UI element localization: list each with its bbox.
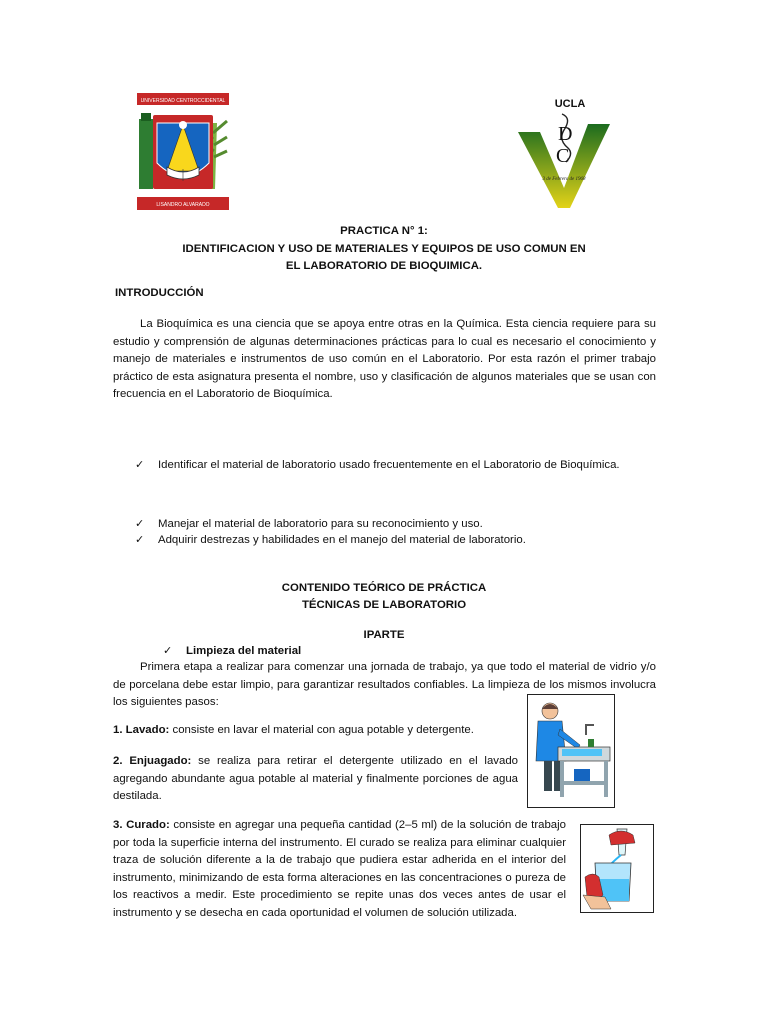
intro-paragraph: La Bioquímica es una ciencia que se apoya entre otras en la Química. Esta ciencia requiere para su estudio y comprensión de algunas determinaciones prácticas para lo cual es necesario el conocimiento y manejo de materiales e instrumentos de uso común en el Laboratorio. Por esta razón el primer trabajo práctico de esta asignatura presenta el nombre, uso y clasificación de algunos materiales que se usan con frecuencia en el Laboratorio de Bioquímica. <box>113 318 656 400</box>
objective-text: Manejar el material de laboratorio para su reconocimiento y uso. <box>158 518 483 530</box>
svg-text:D: D <box>558 123 573 145</box>
checkmark-icon: ✓ <box>135 518 145 530</box>
washing-illustration <box>527 694 615 808</box>
pouring-illustration <box>580 824 654 913</box>
intro-heading: INTRODUCCIÓN <box>115 287 204 299</box>
ucla-title: UCLA <box>554 98 586 110</box>
step-text: consiste en lavar el material con agua potable y detergente. <box>169 724 474 736</box>
ucla-date-text: 3 de Febrero de 1968 <box>542 177 586 182</box>
university-seal-logo <box>137 93 229 210</box>
content-heading: CONTENIDO TEÓRICO DE PRÁCTICA <box>281 582 487 594</box>
practice-title <box>120 223 648 276</box>
objective-text: Adquirir destrezas y habilidades en el manejo del material de laboratorio. <box>158 534 526 546</box>
checkmark-icon: ✓ <box>135 459 145 471</box>
step-lavado <box>113 722 518 740</box>
step-text: se realiza para retirar el detergente utilizado en el lavado agregando abundante agua potable al material y finalmente porciones de agua destilada. <box>113 755 518 802</box>
techniques-heading: TÉCNICAS DE LABORATORIO <box>301 599 467 611</box>
subsection-title: Limpieza del material <box>186 645 302 657</box>
cleaning-intro-paragraph: Primera etapa a realizar para comenzar una jornada de trabajo, ya que todo el material de vidrio y/o de porcelana debe estar limpio, para garantizar resultados confiables. La limpieza de los mismos involucra los siguientes pasos: <box>113 661 656 708</box>
title-line-1: PRACTICA N° 1: <box>340 225 428 237</box>
hand-pouring-into-beaker-icon <box>581 825 653 912</box>
ucla-logo <box>514 96 612 209</box>
objective-text: Identificar el material de laboratorio usado frecuentemente en el Laboratorio de Bioquímica. <box>158 459 620 471</box>
seal-bottom-text: LISANDRO ALVARADO <box>156 202 210 208</box>
svg-text:C: C <box>556 145 570 167</box>
checkmark-icon: ✓ <box>163 645 173 657</box>
step-label: 2. Enjuagado: <box>113 755 192 767</box>
title-line-2: IDENTIFICACION Y USO DE MATERIALES Y EQUIPOS DE USO COMUN EN <box>182 242 586 255</box>
step-text: consiste en agregar una pequeña cantidad (2–5 ml) de la solución de trabajo por toda la superficie interna del instrumento. El curado se realiza para eliminar cualquier traza de solución diferente a la de trabajo que pudiera estar adherida en el interior del instrumento, minimizando de esta forma alteraciones en las concentraciones o pureza de los reactivos a medir. Este procedimiento se repite unas dos veces antes de usar el instrumento y se desecha en cada oportunidad el volumen de solución utilizada. <box>113 819 566 919</box>
step-curado <box>113 817 566 922</box>
ucla-dc-v-logo-icon <box>514 96 612 209</box>
seal-top-text: UNIVERSIDAD CENTROCCIDENTAL <box>140 98 226 104</box>
university-seal-icon <box>137 93 229 210</box>
step-label: 3. Curado: <box>113 819 170 831</box>
title-line-3: EL LABORATORIO DE BIOQUIMICA. <box>285 260 483 272</box>
checkmark-icon: ✓ <box>135 534 145 546</box>
step-enjuagado <box>113 753 518 806</box>
step-label: 1. Lavado: <box>113 724 170 736</box>
person-washing-at-sink-icon <box>528 695 614 807</box>
part-heading: IPARTE <box>363 629 405 641</box>
